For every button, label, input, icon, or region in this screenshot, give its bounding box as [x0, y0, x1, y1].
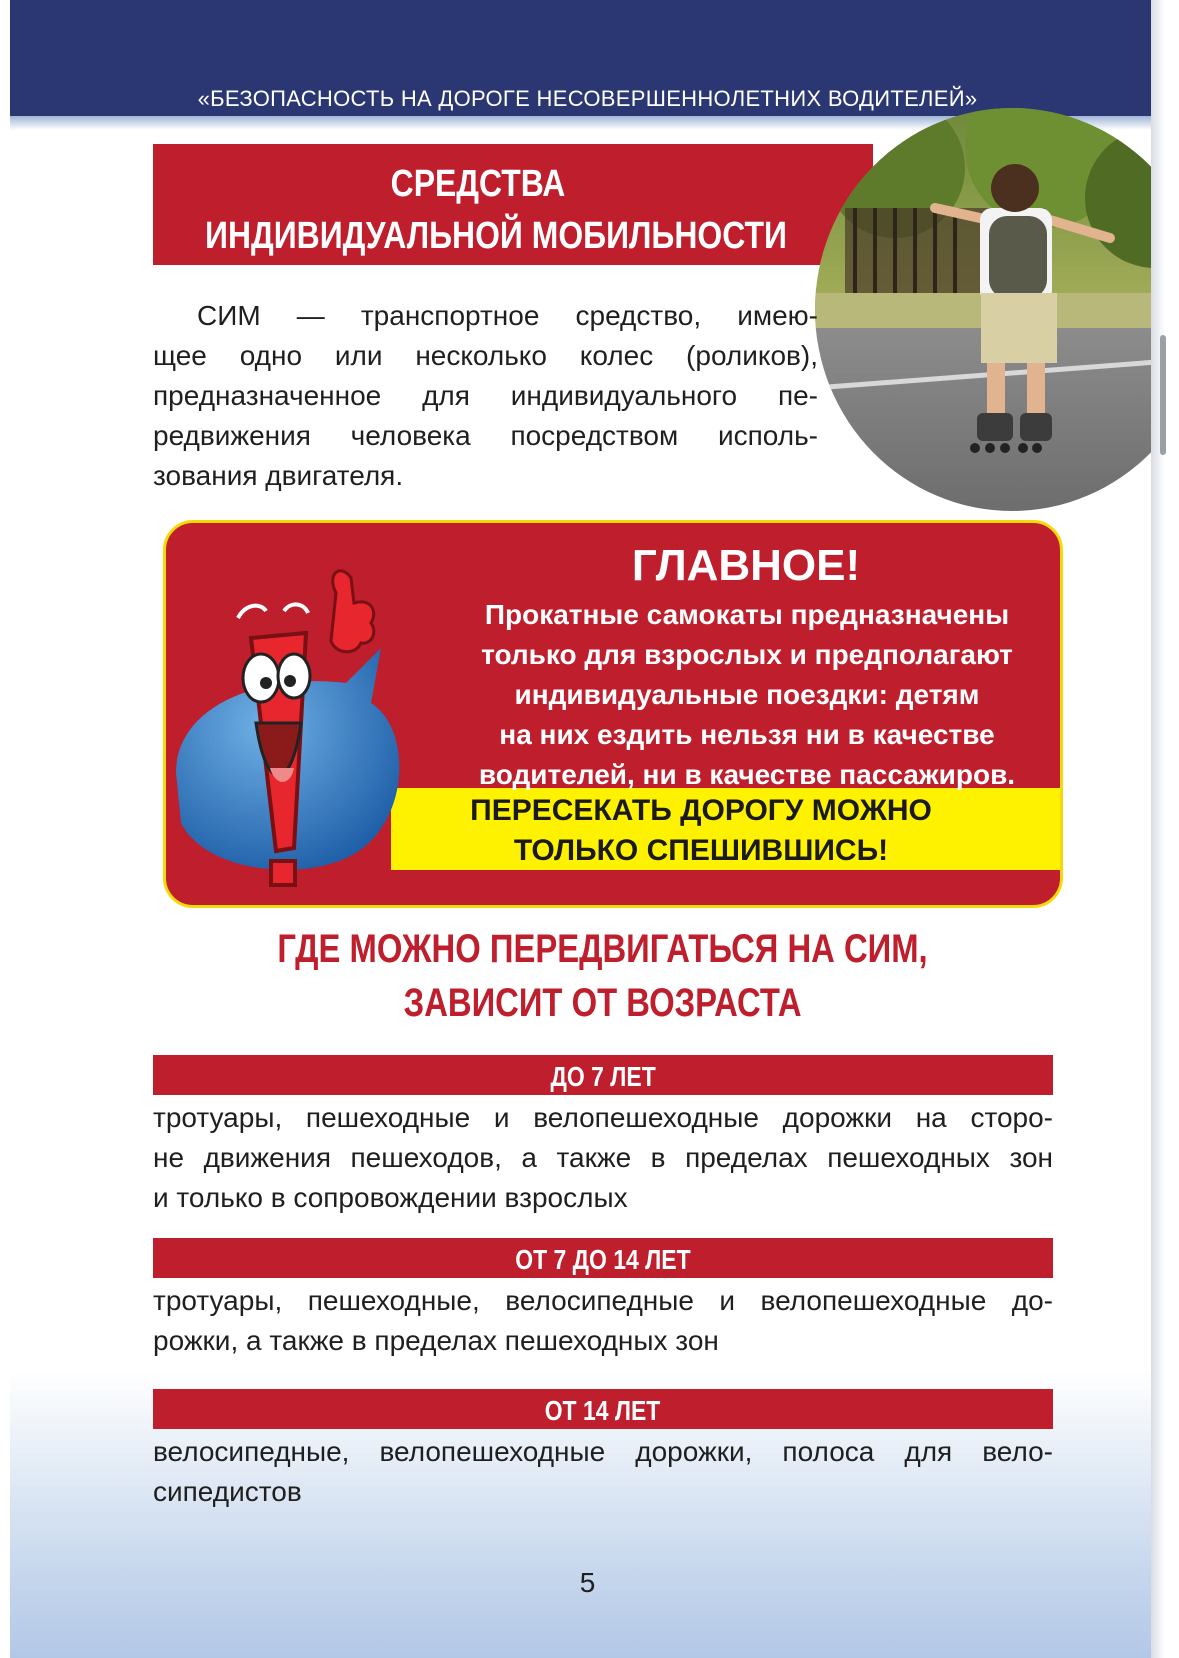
- age-band-14-plus: [153, 1389, 1053, 1429]
- brochure-page: [10, 0, 1165, 1658]
- notice-title: ГЛАВНОЕ!: [631, 541, 861, 590]
- notice-line: Прокатные самокаты предназначены: [484, 599, 1010, 630]
- scrollbar-thumb[interactable]: [1160, 335, 1166, 455]
- notice-line: на них ездить нельзя ни в качестве: [499, 719, 995, 750]
- age-label: ОТ 7 ДО 14 ЛЕТ: [515, 1244, 691, 1275]
- age-section-title-line: ЗАВИСИТ ОТ ВОЗРАСТА: [404, 981, 802, 1025]
- notice-line: водителей, ни в качестве пассажиров.: [478, 759, 1016, 790]
- age-section-title: [153, 922, 1053, 1030]
- section-title-band: [153, 144, 873, 265]
- main-notice-box: [163, 520, 1063, 908]
- text-line: предназначенное для индивидуального пе-: [153, 380, 818, 411]
- text-line: СИМ — транспортное средство, имею-: [197, 300, 818, 331]
- text-line: редвижения человека посредством исполь-: [153, 420, 818, 451]
- text-line: и только в сопровождении взрослых: [153, 1182, 628, 1213]
- section-title-line: ИНДИВИДУАЛЬНОЙ МОБИЛЬНОСТИ: [205, 215, 787, 257]
- highlight-line: ТОЛЬКО СПЕШИВШИСЬ!: [513, 834, 889, 867]
- age-text-under-7: [153, 1098, 1053, 1218]
- sim-definition-text: [153, 296, 818, 496]
- text-line: тротуары, пешеходные и велопешеходные дорожки на сторо-: [153, 1102, 1053, 1133]
- text-line: тротуары, пешеходные, велосипедные и велопешеходные до-: [153, 1285, 1053, 1316]
- age-band-7-to-14: [153, 1238, 1053, 1278]
- text-line: велосипедные, велопешеходные дорожки, полоса для вело-: [153, 1436, 1053, 1467]
- notice-line: только для взрослых и предполагают: [481, 639, 1013, 670]
- age-band-under-7: [153, 1055, 1053, 1095]
- text-line: рожки, а также в пределах пешеходных зон: [153, 1325, 719, 1356]
- page-edge-shadow: [1151, 0, 1165, 1658]
- section-title-line: СРЕДСТВА: [390, 163, 566, 205]
- text-line: зования двигателя.: [153, 460, 404, 491]
- age-text-14-plus: [153, 1432, 1053, 1512]
- page-number: 5: [579, 1567, 596, 1598]
- highlight-text: [391, 791, 1011, 871]
- text-line: сипедистов: [153, 1476, 302, 1507]
- age-label: ДО 7 ЛЕТ: [550, 1061, 656, 1092]
- age-label: ОТ 14 ЛЕТ: [545, 1395, 661, 1426]
- notice-line: индивидуальные поездки: детям: [514, 679, 980, 710]
- header-title: «БЕЗОПАСНОСТЬ НА ДОРОГЕ НЕСОВЕРШЕННОЛЕТНИХ ВОДИТЕЛЕЙ»: [197, 86, 978, 111]
- text-line: не движения пешеходов, а также в пределах пешеходных зон: [153, 1142, 1053, 1173]
- notice-body: [432, 595, 1062, 795]
- age-text-7-to-14: [153, 1281, 1053, 1361]
- section-title: [205, 158, 787, 262]
- exclamation-mark-mascot: [166, 563, 426, 908]
- highlight-line: ПЕРЕСЕКАТЬ ДОРОГУ МОЖНО: [470, 794, 932, 827]
- age-section-title-line: ГДЕ МОЖНО ПЕРЕДВИГАТЬСЯ НА СИМ,: [277, 927, 929, 971]
- text-line: щее одно или несколько колес (роликов),: [153, 340, 818, 371]
